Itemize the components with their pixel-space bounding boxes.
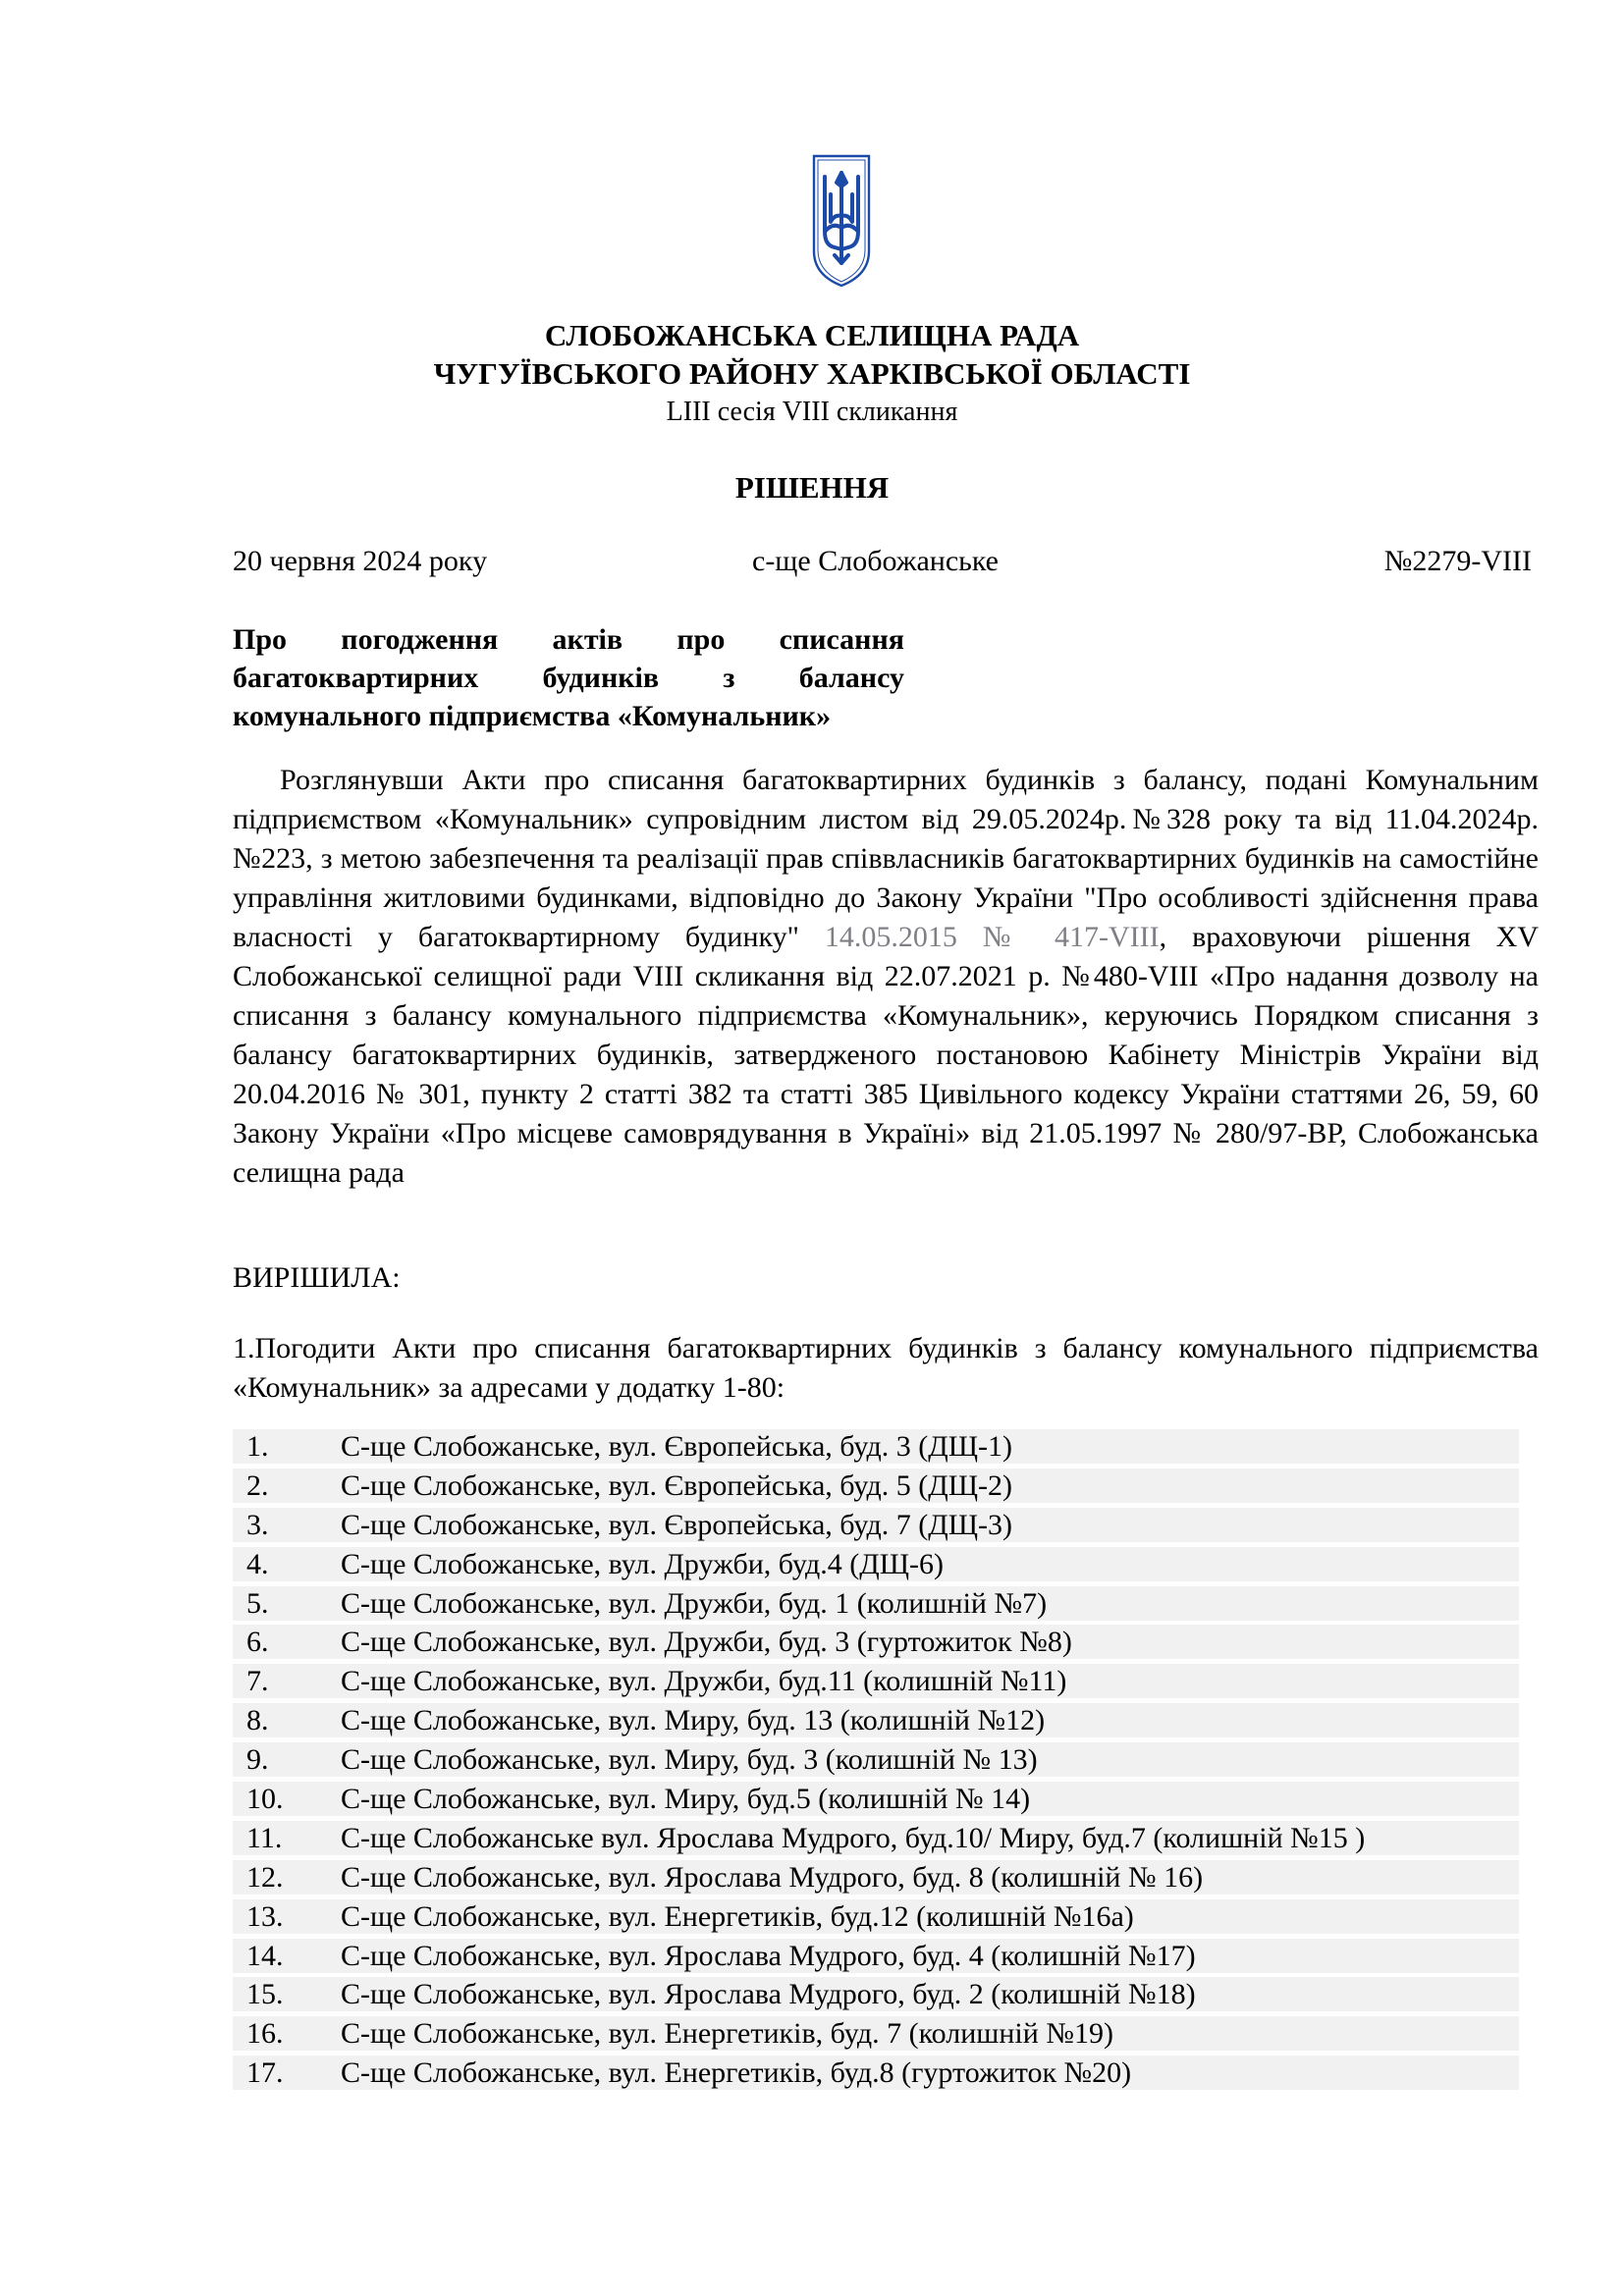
decision-date: 20 червня 2024 року [233,545,488,577]
list-item-number: 15. [246,1978,284,2011]
list-item-number: 17. [246,2056,284,2090]
list-item [233,1625,1519,1659]
session-line: LIII сесія VIII скликання [666,397,958,427]
decision-subject [233,620,904,735]
coat-of-arms-icon [811,153,872,289]
list-item [233,1939,1519,1973]
list-item-number: 5. [246,1586,269,1620]
list-item-address: С-ще Слобожанське, вул. Дружби, буд. 3 (гуртожиток №8) [341,1626,1072,1659]
list-item-address: С-ще Слобожанське, вул. Дружби, буд.4 (ДЩ-6) [341,1547,944,1580]
list-item-address: С-ще Слобожанське, вул. Миру, буд. 13 (колишній №12) [341,1704,1046,1737]
list-item-number: 11. [246,1821,283,1854]
list-item-address: С-ще Слобожанське, вул. Дружби, буд.11 (колишній №11) [341,1665,1067,1698]
list-item [233,1899,1519,1934]
district-name: ЧУГУЇВСЬКОГО РАЙОНУ ХАРКІВСЬКОЇ ОБЛАСТІ [433,356,1191,391]
point-1: 1.Погодити Акти про списання багатоквартирних будинків з балансу комунального підприємства «Комунальник» за адресами у додатку 1-80: [233,1332,1539,1404]
list-item [233,1547,1519,1581]
subject-line-1: Про погодження актів про списання [233,623,904,656]
list-item-address: С-ще Слобожанське, вул. Дружби, буд. 1 (колишній №7) [341,1586,1048,1620]
list-item [233,1782,1519,1816]
list-item-number: 7. [246,1665,269,1698]
preamble-paragraph [233,761,1539,1193]
list-item-number: 1. [246,1430,269,1463]
list-item [233,1508,1519,1542]
list-item-number: 13. [246,1899,284,1933]
list-item-number: 14. [246,1939,284,1972]
subject-line-3: комунального підприємства «Комунальник» [233,700,832,732]
list-item-address: С-ще Слобожанське, вул. Європейська, буд. 7 (ДЩ-3) [341,1508,1012,1541]
decision-place: с-ще Слобожанське [752,545,999,577]
list-item-address: С-ще Слобожанське, вул. Енергетиків, буд. 7 (колишній №19) [341,2017,1113,2051]
law-link[interactable]: 14.05.2015 № 417-VIII [824,921,1160,953]
list-item-number: 4. [246,1547,269,1580]
list-item-address: С-ще Слобожанське, вул. Ярослава Мудрого, буд. 2 (колишній №18) [341,1978,1196,2011]
list-item [233,1860,1519,1895]
list-item [233,1586,1519,1621]
list-item [233,1664,1519,1698]
preamble-text-2: , враховуючи рішення XV Слобожанської селищної ради VIII скликання від 22.07.2021 р. №480-VIII «Про надання дозволу на списання з балансу комунального підприємства «Комунальник», керуючись Порядком списання з балансу багатоквартирних будинків, затвердженого постановою Кабінету Міністрів України від 20.04.2016 № 301, пункту 2 статті 382 та статті 385 Цивільного кодексу України статтями 26, 59, 60 Закону України «Про місцеве самоврядування в Україні» від 21.05.1997 № 280/97-ВР, Слобожанська селищна рада [233,921,1539,1189]
list-item-address: С-ще Слобожанське, вул. Ярослава Мудрого, буд. 8 (колишній № 16) [341,1860,1204,1894]
decided-label: ВИРІШИЛА: [233,1261,401,1294]
list-item [233,1742,1519,1777]
list-item-address: С-ще Слобожанське, вул. Європейська, буд. 3 (ДЩ-1) [341,1430,1012,1463]
preamble-text-1: Розглянувши Акти про списання багатоквартирних будинків з балансу, подані Комунальним підприємством «Комунальник» супровідним листом від 29.05.2024р.№328 року та від 11.04.2024р. №223, з метою забезпечення та реалізації прав співвласників багатоквартирних будинків на самостійне управління житловими будинками, відповідно до Закону України "Про особливості здійснення права власності у багатоквартирному будинку" [233,764,1539,953]
list-item-number: 2. [246,1468,269,1502]
address-list [233,1429,1519,2095]
list-item-number: 6. [246,1626,269,1659]
subject-line-2: багатоквартирних будинків з балансу [233,662,904,694]
list-item [233,1468,1519,1503]
list-item-number: 9. [246,1743,269,1777]
list-item-address: С-ще Слобожанське, вул. Енергетиків, буд.12 (колишній №16а) [341,1899,1134,1933]
list-item [233,2016,1519,2051]
list-item-address: С-ще Слобожанське, вул. Миру, буд.5 (колишній № 14) [341,1783,1031,1816]
list-item-number: 3. [246,1508,269,1541]
list-item-address: С-ще Слобожанське, вул. Миру, буд. 3 (колишній № 13) [341,1743,1038,1777]
list-item [233,1703,1519,1737]
list-item [233,1977,1519,2011]
list-item [233,1429,1519,1464]
list-item-address: С-ще Слобожанське, вул. Ярослава Мудрого, буд. 4 (колишній №17) [341,1939,1196,1972]
decision-number: №2279-VIII [1383,545,1532,577]
list-item-number: 16. [246,2017,284,2051]
list-item-number: 10. [246,1783,284,1816]
list-item-address: С-ще Слобожанське, вул. Європейська, буд. 5 (ДЩ-2) [341,1468,1012,1502]
list-item [233,1821,1519,1855]
list-item-address: С-ще Слобожанське, вул. Енергетиків, буд.8 (гуртожиток №20) [341,2056,1132,2090]
list-item [233,2056,1519,2090]
list-item-number: 12. [246,1860,284,1894]
council-name: СЛОБОЖАНСЬКА СЕЛИЩНА РАДА [544,318,1080,352]
list-item-address: С-ще Слобожанське вул. Ярослава Мудрого, буд.10/ Миру, буд.7 (колишній №15 ) [341,1821,1366,1854]
document-title: РІШЕННЯ [734,470,890,505]
list-item-number: 8. [246,1704,269,1737]
